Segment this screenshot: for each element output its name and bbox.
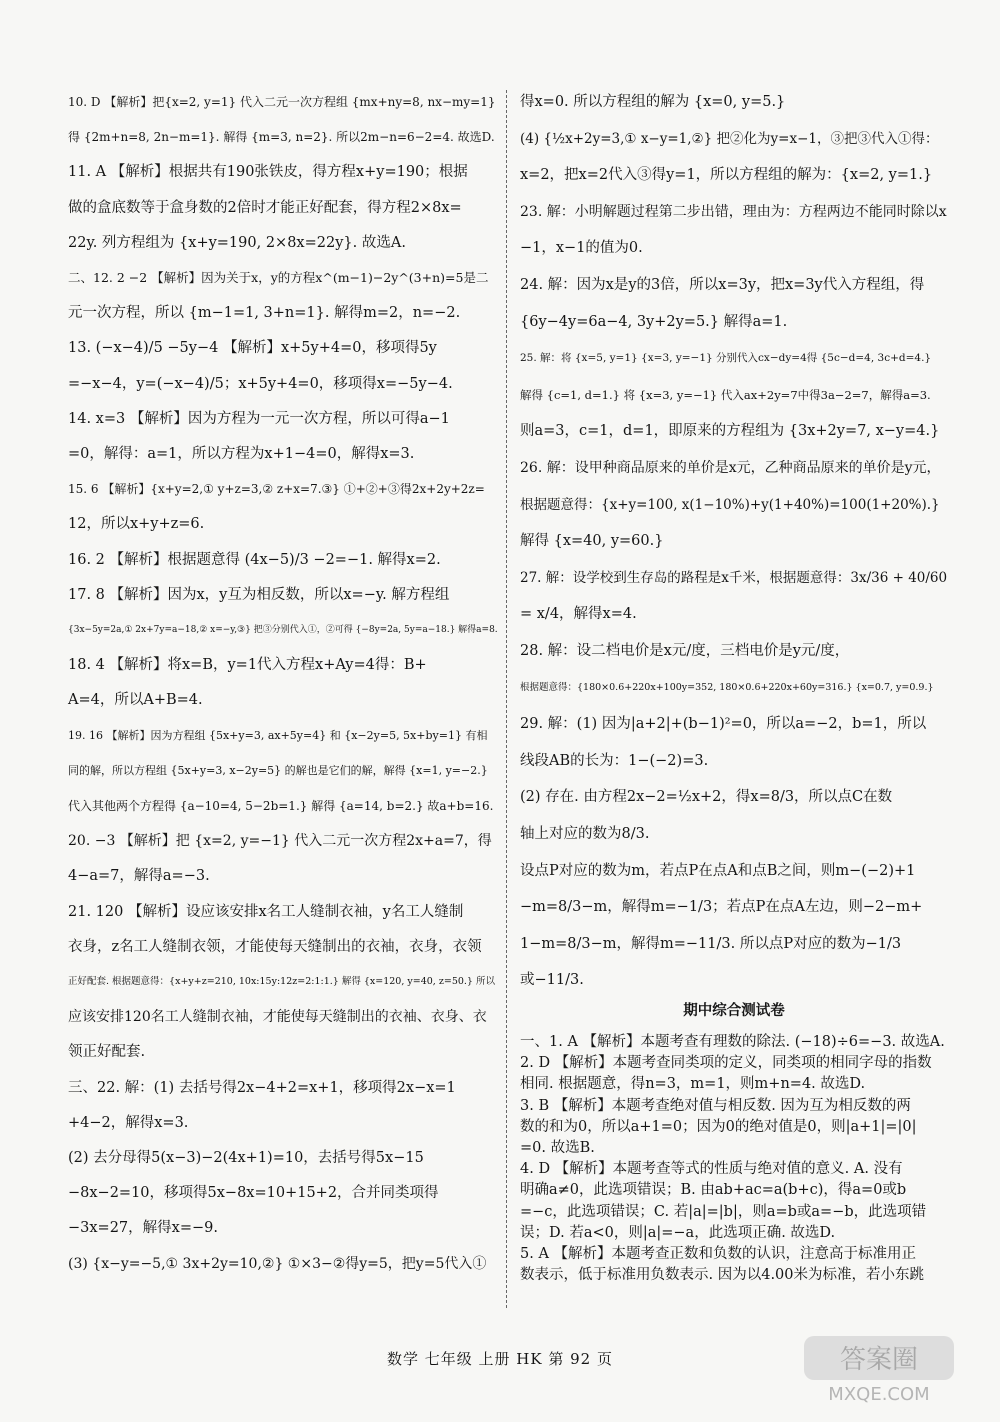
right-column-line: 解得 {c=1, d=1.} 将 {x=3, y=−1} 代入ax+2y=7中得3a−2=7，解得a=3. <box>520 387 931 402</box>
left-column-line: 16. 2 【解析】根据题意得 (4x−5)/3 −2=−1. 解得x=2. <box>68 551 441 568</box>
right-column-line: −m=8/3−m，解得m=−1/3；若点P在点A左边，则−2−m+ <box>520 899 923 916</box>
left-column-line: 21. 120 【解析】设应该安排x名工人缝制衣袖，y名工人缝制 <box>68 903 464 920</box>
right-column-line: 设点P对应的数为m，若点P在点A和点B之间，则m−(−2)+1 <box>520 862 916 879</box>
right-column-line: x=2，把x=2代入③得y=1，所以方程组的解为：{x=2, y=1.} <box>520 167 933 184</box>
left-column-line: 同的解，所以方程组 {5x+y=3, x−2y=5} 的解也是它们的解，解得 {x=1, y=−2.} <box>68 763 488 777</box>
right-column-line: 25. 解：将 {x=5, y=1} {x=3, y=−1} 分别代入cx−dy=4得 {5c−d=4, 3c+d=4.} <box>520 352 932 365</box>
left-column-line: {3x−5y=2a,① 2x+7y=a−18,② x=−y,③} 把③分别代入①，②可得 {−8y=2a, 5y=a−18.} 解得a=8. <box>68 625 498 635</box>
left-column-line: (3) {x−y=−5,① 3x+2y=10,②} ①×3−②得y=5，把y=5代入① <box>68 1255 487 1272</box>
left-column-line: 应该安排120名工人缝制衣袖，才能使每天缝制出的衣袖、衣身、衣 <box>68 1009 487 1026</box>
right-column-line: 根据题意得：{180×0.6+220x+100y=352, 180×0.6+220x+60y=316.} {x=0.7, y=0.9.} <box>520 681 934 693</box>
right-column-line: 根据题意得：{x+y=100, x(1−10%)+y(1+40%)=100(1+20%).} <box>520 496 940 513</box>
right-column-line: (2) 存在. 由方程2x−2=½x+2，得x=8/3，所以点C在数 <box>520 789 893 806</box>
left-column-line: 13. (−x−4)/5 −5y−4 【解析】x+5y+4=0，移项得5y <box>68 340 437 357</box>
right-column-line: 27. 解：设学校到生存岛的路程是x千米，根据题意得：3x/36 + 40/60 <box>520 569 948 586</box>
right-column-line: 1−m=8/3−m，解得m=−11/3. 所以点P对应的数为−1/3 <box>520 935 902 952</box>
left-column-line: 12，所以x+y+z=6. <box>68 516 205 533</box>
left-column-line: 元一次方程，所以 {m−1=1, 3+n=1}. 解得m=2，n=−2. <box>68 305 461 322</box>
right-column-exam-line: =0. 故选B. <box>520 1140 595 1156</box>
right-column-line: 得x=0. 所以方程组的解为 {x=0, y=5.} <box>520 94 786 110</box>
left-column-line: 代入其他两个方程得 {a−10=4, 5−2b=1.} 解得 {a=14, b=2.} 故a+b=16. <box>68 799 494 813</box>
right-column-exam-line: 数表示，低于标准用负数表示. 因为以4.00米为标准，若小东跳 <box>520 1267 925 1284</box>
left-column-line: 衣身，z名工人缝制衣领，才能使每天缝制出的衣袖，衣身，衣领 <box>68 938 482 955</box>
left-column-line: 22y. 列方程组为 {x+y=190, 2×8x=22y}. 故选A. <box>68 234 406 251</box>
left-column-line: 4−a=7，解得a=−3. <box>68 868 210 885</box>
right-column-exam-line: 5. A 【解析】本题考查正数和负数的认识，注意高于标准用正 <box>520 1246 917 1262</box>
left-column-line: 14. x=3 【解析】因为方程为一元一次方程，所以可得a−1 <box>68 410 450 427</box>
right-column-exam-line: =−c，此选项错误；C. 若|a|=|b|，则a=b或a=−b，此选项错 <box>520 1203 927 1220</box>
left-column-line: 11. A 【解析】根据共有190张铁皮，得方程x+y=190；根据 <box>68 164 468 181</box>
right-column-exam-line: 2. D 【解析】本题考查同类项的定义，同类项的相同字母的指数 <box>520 1055 932 1072</box>
left-column-line: 10. D 【解析】把{x=2, y=1} 代入二元一次方程组 {mx+ny=8, nx−my=1} <box>68 95 496 109</box>
right-column-line: 23. 解：小明解题过程第二步出错，理由为：方程两边不能同时除以x <box>520 203 947 220</box>
column-divider <box>506 90 507 1308</box>
right-column-line: 轴上对应的数为8/3. <box>520 826 650 842</box>
right-column-line: 则a=3，c=1，d=1，即原来的方程组为 {3x+2y=7, x−y=4.} <box>520 423 940 440</box>
right-column-exam-line: 3. B 【解析】本题考查绝对值与相反数. 因为互为相反数的两 <box>520 1097 911 1114</box>
left-column-line: =0，解得：a=1，所以方程为x+1−4=0，解得x=3. <box>68 446 415 462</box>
right-column-line: (4) {½x+2y=3,① x−y=1,②} 把②化为y=x−1，③把③代入①得： <box>520 130 939 147</box>
section-title: 期中综合测试卷 <box>683 1002 785 1019</box>
right-column-exam-line: 一、1. A 【解析】本题考查有理数的除法. (−18)÷6=−3. 故选A. <box>520 1034 945 1050</box>
svg-text:答案圈: 答案圈 <box>839 1345 919 1375</box>
left-column-line: A=4，所以A+B=4. <box>68 692 203 709</box>
left-column-line: 领正好配套. <box>68 1044 146 1061</box>
left-column-line: 15. 6 【解析】{x+y=2,① y+z=3,② z+x=7.③} ①+②+③得2x+2y+2z= <box>68 482 485 497</box>
left-column-line: 三、22. 解：(1) 去括号得2x−4+2=x+1，移项得2x−x=1 <box>68 1079 456 1096</box>
right-column-line: 29. 解：(1) 因为|a+2|+(b−1)²=0，所以a=−2，b=1，所以 <box>520 716 927 733</box>
left-column-line: (2) 去分母得5(x−3)−2(4x+1)=10，去括号得5x−15 <box>68 1150 424 1166</box>
right-column-line: 或−11/3. <box>520 972 584 989</box>
right-column-line: 解得 {x=40, y=60.} <box>520 533 664 550</box>
right-column-exam-line: 数的和为0，所以a+1=0；因为0的绝对值是0，则|a+1|=|0| <box>520 1118 917 1135</box>
right-column-line: 26. 解：设甲种商品原来的单价是x元，乙种商品原来的单价是y元， <box>520 460 941 476</box>
svg-text:MXQE.COM: MXQE.COM <box>828 1384 930 1405</box>
left-column-line: 正好配套. 根据题意得：{x+y+z=210, 10x:15y:12z=2:1:1.} 解得 {x=120, y=40, z=50.} 所以 <box>68 976 495 987</box>
left-column-line: 二、12. 2 −2 【解析】因为关于x，y的方程x^(m−1)−2y^(3+n)=5是二 <box>68 270 489 285</box>
left-column-line: −3x=27，解得x=−9. <box>68 1220 218 1237</box>
left-column-line: 做的盒底数等于盒身数的2倍时才能正好配套，得方程2×8x= <box>68 199 462 216</box>
right-column-exam-line: 相同. 根据题意，得n=3，m=1，则m+n=4. 故选D. <box>520 1076 866 1093</box>
left-column-line: 17. 8 【解析】因为x，y互为相反数，所以x=−y. 解方程组 <box>68 586 450 603</box>
left-column-line: −8x−2=10，移项得5x−8x=10+15+2，合并同类项得 <box>68 1185 439 1202</box>
right-column-line: 线段AB的长为：1−(−2)=3. <box>520 752 709 769</box>
left-column-line: 得 {2m+n=8, 2n−m=1}. 解得 {m=3, n=2}. 所以2m−n=6−2=4. 故选D. <box>68 130 495 145</box>
page-footer: 数学 七年级 上册 HK 第 92 页 <box>387 1350 613 1368</box>
right-column-line: {6y−4y=6a−4, 3y+2y=5.} 解得a=1. <box>520 313 788 330</box>
right-column-line: 28. 解：设二档电价是x元/度，三档电价是y元/度， <box>520 643 850 659</box>
left-column-line: 18. 4 【解析】将x=B，y=1代入方程x+Ay=4得：B+ <box>68 657 427 674</box>
left-column-line: 20. −3 【解析】把 {x=2, y=−1} 代入二元一次方程2x+a=7，得 <box>68 833 492 850</box>
left-column-line: 19. 16 【解析】因为方程组 {5x+y=3, ax+5y=4} 和 {x−2y=5, 5x+by=1} 有相 <box>68 728 488 742</box>
right-column-line: 24. 解：因为x是y的3倍，所以x=3y，把x=3y代入方程组，得 <box>520 277 925 293</box>
right-column-exam-line: 明确a≠0，此选项错误；B. 由ab+ac=a(b+c)，得a=0或b <box>520 1182 907 1199</box>
right-column-exam-line: 4. D 【解析】本题考查等式的性质与绝对值的意义. A. 没有 <box>520 1161 903 1178</box>
watermark-logo <box>800 1330 960 1410</box>
right-column-line: = x/4，解得x=4. <box>520 606 637 623</box>
right-column-exam-line: 误；D. 若a<0，则|a|=−a，此选项正确. 故选D. <box>520 1224 836 1241</box>
right-column-line: −1，x−1的值为0. <box>520 240 643 257</box>
left-column-line: +4−2，解得x=3. <box>68 1114 189 1131</box>
left-column-line: =−x−4，y=(−x−4)/5；x+5y+4=0，移项得x=−5y−4. <box>68 375 453 392</box>
